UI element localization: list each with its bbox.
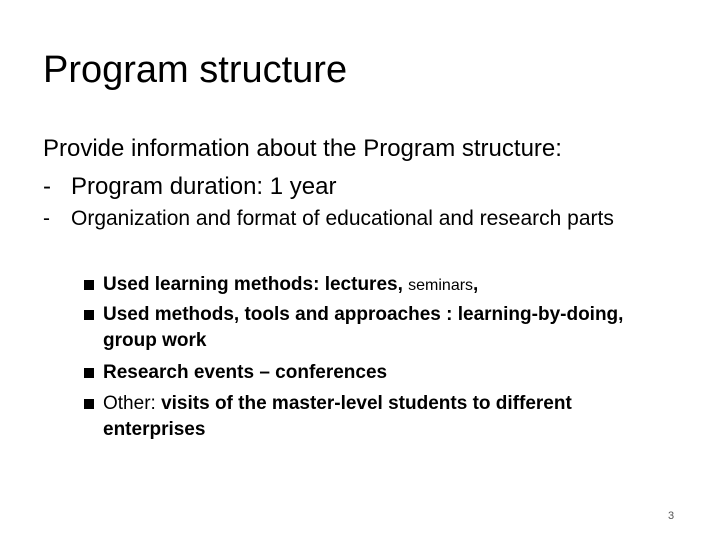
slide-title: Program structure: [43, 49, 348, 91]
page-number: 3: [668, 510, 675, 522]
intro-text: Provide information about the Program structure:: [43, 135, 562, 162]
sub-item-label: Other:: [103, 393, 162, 414]
item-text: Program duration: 1 year: [71, 173, 337, 200]
dash-marker: -: [43, 173, 51, 200]
sub-item-text: visits of the master-level students to different enterprises: [103, 393, 572, 440]
dash-marker: -: [43, 207, 50, 230]
square-bullet-icon: [84, 368, 94, 378]
slide: Program structure Provide information about the Program structure: - Program duration: 1 year - Organization and format of educational and research parts Used learning methods: lectures, seminars, Used methods, tools and approaches : learning-by-doing, group work Research events – conferences Other: visits of the master-level students to different enterprises 3: [0, 0, 720, 540]
sub-item-text: Research events – conferences: [103, 362, 388, 383]
square-bullet-icon: [84, 310, 94, 320]
square-bullet-icon: [84, 399, 94, 409]
sub-item-small-text: seminars: [408, 277, 474, 294]
item-text: Organization and format of educational and research parts: [71, 207, 614, 230]
sub-item-text: Used methods, tools and approaches : learning-by-doing, group work: [103, 304, 624, 351]
sub-item-text: Used learning methods: lectures,: [103, 274, 409, 295]
square-bullet-icon: [84, 280, 94, 290]
